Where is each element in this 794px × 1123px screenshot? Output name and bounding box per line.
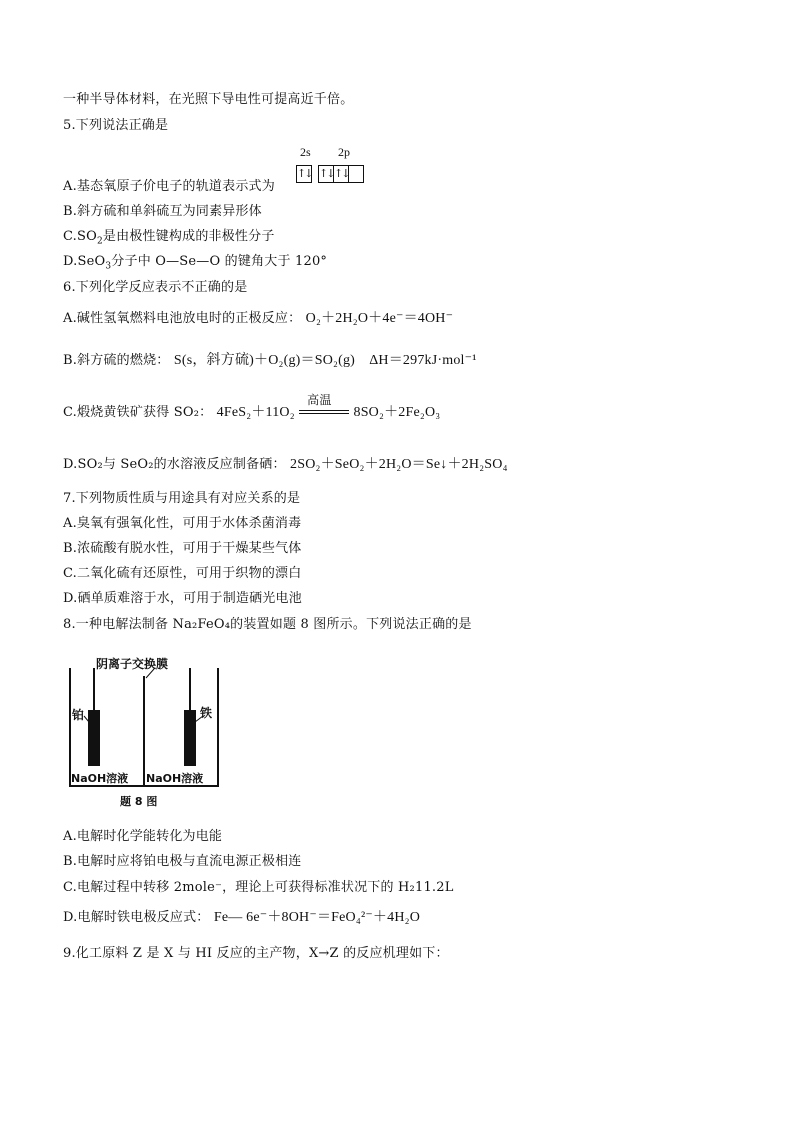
option-6d-equation: 2SO₂＋SeO₂＋2H₂O＝Se↓＋2H₂SO₄ <box>290 457 508 472</box>
option-6d <box>63 457 508 473</box>
membrane-label: 阴离子交换膜 <box>96 657 169 671</box>
option-7d: D.硒单质难溶于水，可用于制造硒光电池 <box>63 591 302 606</box>
orbital-box-2s: ↑↓ <box>296 165 312 183</box>
option-5d-sub: 3 <box>105 261 112 272</box>
option-5c-post: 是由极性键构成的非极性分子 <box>102 229 275 244</box>
left-electrode-label: 铂 <box>72 708 85 722</box>
option-5d-pre: D.SeO <box>63 254 106 269</box>
right-solution-label: NaOH溶液 <box>146 772 204 785</box>
option-5d <box>63 254 327 270</box>
option-8d <box>63 910 420 926</box>
option-6b <box>63 353 477 369</box>
option-6d-text: D.SO₂与 SeO₂的水溶液反应制备硒： <box>63 457 286 472</box>
option-6a-equation: O₂＋2H₂O＋4e⁻＝4OH⁻ <box>305 311 454 326</box>
option-6c-text: C.煅烧黄铁矿获得 SO₂： <box>63 405 213 420</box>
figure-caption: 题 8 图 <box>120 795 158 808</box>
option-6b-equation: S(s，斜方硫)＋O₂(g)＝SO₂(g) ΔH＝297kJ·mol⁻¹ <box>173 353 477 368</box>
option-8d-text: D.电解时铁电极反应式： <box>63 910 210 925</box>
option-7c: C.二氧化硫有还原性，可用于织物的漂白 <box>63 566 302 581</box>
question-7: 7.下列物质性质与用途具有对应关系的是 <box>63 491 301 506</box>
option-6c-arrow <box>299 392 349 420</box>
orbital-label-2s: 2s <box>300 145 311 159</box>
option-6a-text: A.碱性氢氧燃料电池放电时的正极反应： <box>63 311 302 326</box>
option-6c-condition: 高温 <box>307 392 332 407</box>
option-8b: B.电解时应将铂电极与直流电源正极相连 <box>63 854 302 869</box>
right-electrode-label: 铁 <box>200 706 213 720</box>
option-5a: A.基态氧原子价电子的轨道表示式为 <box>63 179 275 194</box>
option-5c-pre: C.SO <box>63 229 97 244</box>
question-8: 8.一种电解法制备 Na₂FeO₄的装置如题 8 图所示。下列说法正确的是 <box>63 617 472 632</box>
option-5c-sub: 2 <box>96 236 103 247</box>
option-8a: A.电解时化学能转化为电能 <box>63 829 223 844</box>
option-6a <box>63 311 453 327</box>
question-6: 6.下列化学反应表示不正确的是 <box>63 280 248 295</box>
option-5d-post: 分子中 O—Se—O 的键角大于 120° <box>111 254 328 269</box>
electrolysis-figure <box>66 654 222 810</box>
left-solution-label: NaOH溶液 <box>71 772 129 785</box>
question-9: 9.化工原料 Z 是 X 与 HI 反应的主产物，X→Z 的反应机理如下： <box>63 946 449 961</box>
option-5b: B.斜方硫和单斜硫互为同素异形体 <box>63 204 262 219</box>
orbital-box-2p-2: ↑↓ <box>333 165 349 183</box>
orbital-box-2p-3 <box>348 165 364 183</box>
orbital-diagram <box>296 145 376 187</box>
question-5: 5.下列说法正确是 <box>63 118 169 133</box>
option-6c-right: 8SO₂＋2Fe₂O₃ <box>353 405 441 420</box>
option-8c: C.电解过程中转移 2mole⁻，理论上可获得标准状况下的 H₂11.2L <box>63 880 454 895</box>
electrolysis-apparatus <box>66 654 222 810</box>
option-7a: A.臭氧有强氧化性，可用于水体杀菌消毒 <box>63 516 302 531</box>
option-6c-left: 4FeS₂＋11O₂ <box>216 405 295 420</box>
orbital-box-2p-1: ↑↓ <box>318 165 334 183</box>
option-6b-text: B.斜方硫的燃烧： <box>63 353 170 368</box>
option-8d-equation: Fe— 6e⁻＋8OH⁻＝FeO₄²⁻＋4H₂O <box>213 910 421 925</box>
orbital-label-2p: 2p <box>338 145 350 159</box>
intro-line: 一种半导体材料，在光照下导电性可提高近千倍。 <box>63 92 354 107</box>
option-5c <box>63 229 275 245</box>
option-6c <box>63 392 441 421</box>
option-7b: B.浓硫酸有脱水性，可用于干燥某些气体 <box>63 541 302 556</box>
